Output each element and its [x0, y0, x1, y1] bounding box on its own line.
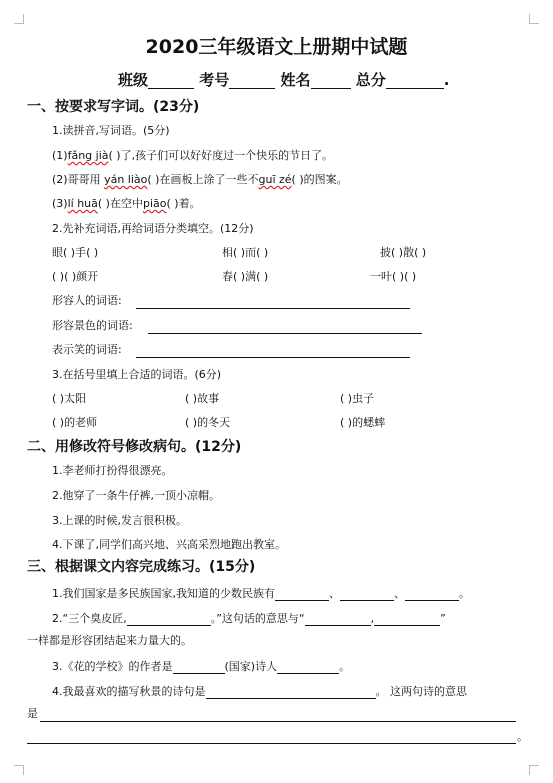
student-info-line — [118, 71, 449, 89]
answer-blank[interactable] — [277, 658, 339, 674]
s3-q2-continuation: 一样都是形容团结起来力量大的。 — [27, 634, 192, 647]
answer-blank[interactable] — [305, 610, 371, 626]
answer-blank[interactable] — [374, 610, 440, 626]
crop-mark-top-right — [529, 14, 539, 24]
answer-blank[interactable] — [340, 585, 394, 601]
sentence-item: 3.上课的时候,发言很积极。 — [52, 514, 187, 527]
q-text: 。”这句话的意思与“ — [210, 612, 305, 625]
category-scenery-label: 形容景色的词语: — [52, 319, 133, 332]
category-scenery-blank[interactable] — [148, 333, 422, 334]
answer-blank[interactable] — [275, 585, 329, 601]
phrase-cell: ( )虫子 — [340, 392, 375, 405]
answer-line[interactable] — [27, 743, 516, 744]
crop-mark-top-left — [14, 14, 24, 24]
line-text: ( )了,孩子们可以好好度过一个快乐的节日了。 — [108, 149, 334, 162]
sentence-item: 2.他穿了一条牛仔裤,一顶小凉帽。 — [52, 489, 220, 502]
s1-q1-line2 — [52, 173, 348, 187]
exam-title: 2020三年级语文上册期中试题 — [145, 36, 408, 58]
answer-blank[interactable] — [206, 683, 376, 699]
number-blank[interactable] — [229, 73, 275, 89]
pinyin-piao: piāo — [142, 197, 167, 210]
pinyin-yanliao: yán liào — [104, 173, 148, 186]
s3-q4-continuation: 是 — [27, 707, 38, 720]
answer-blank[interactable] — [173, 658, 225, 674]
score-blank[interactable] — [386, 73, 444, 89]
idiom-cell: ( )( )颜开 — [52, 270, 99, 283]
sentence-item: 1.李老师打扮得很漂亮。 — [52, 464, 173, 477]
q-text: ” — [440, 612, 446, 625]
s1-q3-label: 3.在括号里填上合适的词语。(6分) — [52, 368, 222, 381]
info-end-mark: . — [443, 71, 450, 89]
pinyin-fangjia: fǎng jià — [67, 149, 109, 162]
phrase-cell: ( )的冬天 — [185, 416, 231, 429]
name-blank[interactable] — [311, 73, 351, 89]
section-3-heading: 三、根据课文内容完成练习。(15分) — [27, 559, 256, 575]
pinyin-guize: guī zé — [258, 173, 292, 186]
idiom-cell: 一叶( )( ) — [370, 270, 417, 283]
q-text: 3.《花的学校》的作者是 — [52, 660, 173, 673]
answer-blank[interactable] — [405, 585, 459, 601]
separator: 、 — [329, 587, 340, 600]
phrase-cell: ( )的老师 — [52, 416, 98, 429]
q-text: 2.“三个臭皮匠, — [52, 612, 127, 625]
line-text: ( )的图案。 — [291, 173, 348, 186]
pinyin-lihua: lí huā — [67, 197, 98, 210]
sentence-item: 4.下课了,同学们高兴地、兴高采烈地跑出教室。 — [52, 538, 286, 551]
phrase-cell: ( )的蟋蟀 — [340, 416, 386, 429]
q-text: 。 这两句诗的意思 — [375, 685, 467, 698]
s3-q3 — [52, 658, 350, 674]
idiom-cell: 相( )而( ) — [222, 246, 269, 259]
separator: 、 — [394, 587, 405, 600]
crop-mark-bottom-left — [14, 765, 24, 775]
line-prefix: (1) — [52, 149, 68, 162]
s3-q2 — [52, 610, 446, 626]
line-text: ( )在画板上涂了一些不 — [147, 173, 259, 186]
s1-q1-label: 1.读拼音,写词语。(5分) — [52, 124, 170, 137]
s1-q1-line1 — [52, 149, 333, 163]
section-1-heading: 一、按要求写字词。(23分) — [27, 99, 200, 115]
line-prefix: (3) — [52, 197, 68, 210]
class-label: 班级 — [118, 71, 149, 89]
q-text: (国家)诗人 — [224, 660, 278, 673]
idiom-cell: 眼( )手( ) — [52, 246, 99, 259]
category-laugh-blank[interactable] — [136, 357, 410, 358]
answer-line[interactable] — [40, 721, 516, 722]
s1-q2-label: 2.先补充词语,再给词语分类填空。(12分) — [52, 222, 254, 235]
s3-q4 — [52, 683, 467, 699]
idiom-cell: 披( )散( ) — [380, 246, 427, 259]
class-blank[interactable] — [148, 73, 194, 89]
end-mark: 。 — [517, 730, 528, 743]
s1-q1-line3 — [52, 197, 201, 211]
section-2-heading: 二、用修改符号修改病句。(12分) — [27, 439, 242, 455]
end-mark: 。 — [339, 660, 351, 673]
number-label: 考号 — [199, 71, 230, 89]
category-people-blank[interactable] — [136, 308, 410, 309]
line-prefix: (2)哥哥用 — [52, 173, 105, 186]
end-mark: 。 — [459, 587, 470, 600]
line-text: ( )着。 — [166, 197, 201, 210]
phrase-cell: ( )太阳 — [52, 392, 87, 405]
q-text: , — [370, 612, 375, 625]
score-label: 总分 — [355, 71, 386, 89]
answer-blank[interactable] — [127, 610, 211, 626]
crop-mark-bottom-right — [529, 765, 539, 775]
s3-q1 — [52, 585, 470, 601]
idiom-cell: 春( )满( ) — [222, 270, 269, 283]
name-label: 姓名 — [280, 71, 311, 89]
phrase-cell: ( )故事 — [185, 392, 220, 405]
q-text: 4.我最喜欢的描写秋景的诗句是 — [52, 685, 206, 698]
category-people-label: 形容人的词语: — [52, 294, 122, 307]
line-text: ( )在空中 — [97, 197, 143, 210]
q-text: 1.我们国家是多民族国家,我知道的少数民族有 — [52, 587, 275, 600]
category-laugh-label: 表示笑的词语: — [52, 343, 122, 356]
